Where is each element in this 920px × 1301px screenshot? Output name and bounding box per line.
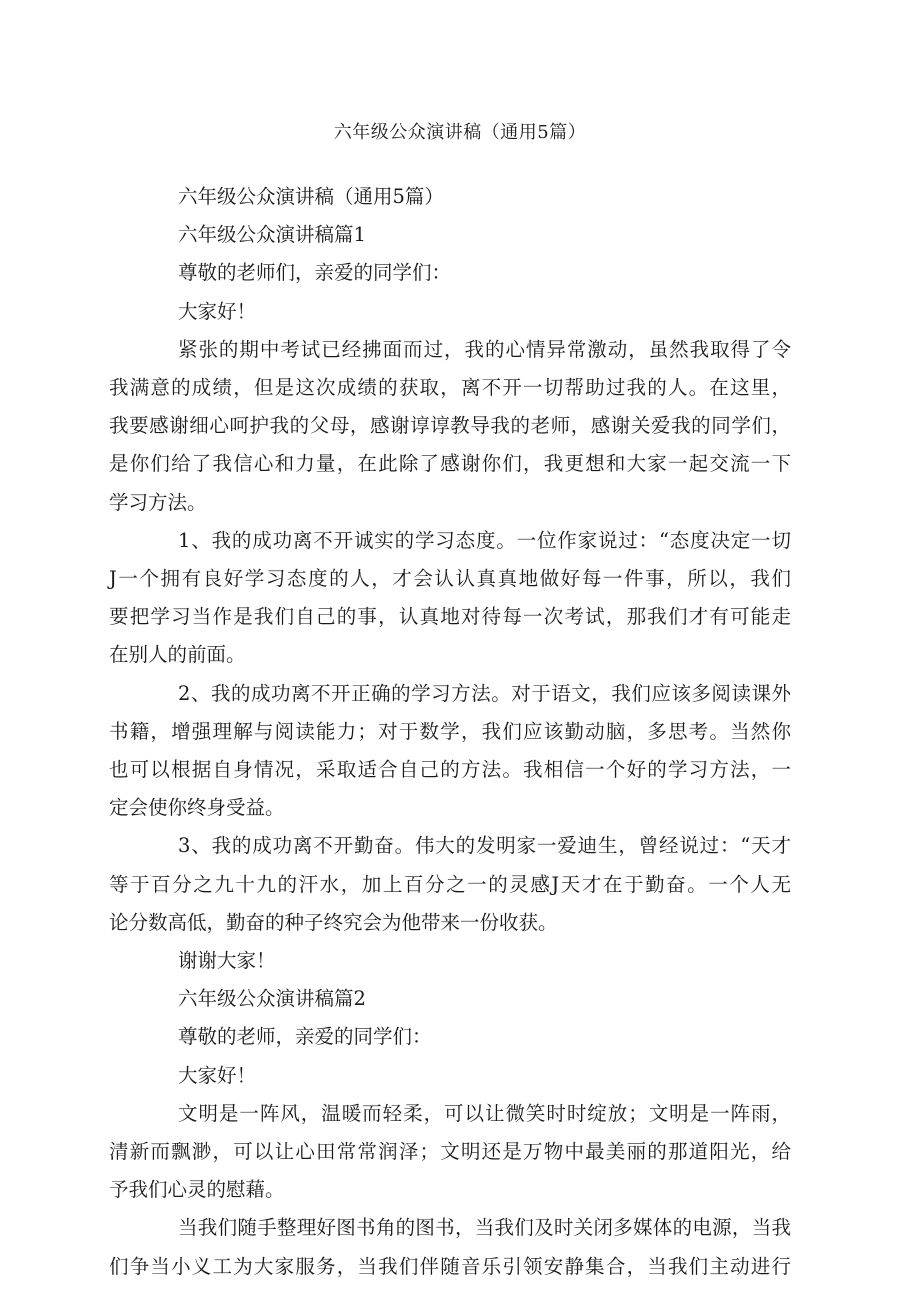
text-line: 予我们心灵的慰藉。 [109,1178,285,1202]
text-line: 在别人的前面。 [109,643,246,667]
text-line: 文明是一阵风，温暖而轻柔，可以让微笑时时绽放；文明是一阵雨， [178,1101,791,1125]
text-line: 尊敬的老师们，亲爱的同学们： [178,261,452,285]
text-line: 清新而飘渺，可以让心田常常润泽；文明还是万物中最美丽的那道阳光，给 [109,1140,791,1164]
text-line: 要把学习当作是我们自己的事，认真地对待每一次考试，那我们才有可能走 [109,605,791,629]
text-line: 谢谢大家！ [178,949,276,973]
text-line: 大家好！ [178,299,257,323]
text-line: 学习方法。 [109,490,207,514]
text-line: 2、我的成功离不开正确的学习方法。对于语文，我们应该多阅读课外 [178,681,791,705]
text-line: 六年级公众演讲稿篇2 [178,987,366,1011]
text-line: 六年级公众演讲稿（通用5篇） [178,185,444,208]
text-line: 我满意的成绩，但是这次成绩的获取，离不开一切帮助过我的人。在这里， [109,376,791,400]
text-line: 尊敬的老师，亲爱的同学们： [178,1025,432,1049]
text-line: J一个拥有良好学习态度的人，才会认认真真地做好每一件事，所以，我们 [109,567,791,591]
text-line: 3、我的成功离不开勤奋。伟大的发明家一爱迪生，曾经说过：“天才 [178,834,791,858]
text-line: 我要感谢细心呵护我的父母，感谢谆谆教导我的老师，感谢关爱我的同学们， [109,414,791,438]
text-line: 大家好！ [178,1063,257,1087]
text-line: 是你们给了我信心和力量，在此除了感谢你们，我更想和大家一起交流一下 [109,452,791,476]
document-body [109,178,791,1286]
text-line: 书籍，增强理解与阅读能力；对于数学，我们应该勤动脑，多思考。当然你 [109,719,791,743]
text-line: 等于百分之九十九的汗水，加上百分之一的灵感J天才在于勤奋。一个人无 [109,872,791,896]
text-line: 们争当小义工为大家服务，当我们伴随音乐引领安静集合，当我们主动进行 [109,1254,791,1278]
document-title: 六年级公众演讲稿（通用5篇） [333,122,587,143]
text-line: 也可以根据自身情况，采取适合自己的方法。我相信一个好的学习方法，一 [109,758,791,782]
text-line: 定会使你终身受益。 [109,796,285,820]
text-line: 1、我的成功离不开诚实的学习态度。一位作家说过：“态度决定一切 [178,528,791,552]
text-line: 六年级公众演讲稿篇1 [178,223,366,247]
text-line: 当我们随手整理好图书角的图书，当我们及时关闭多媒体的电源，当我 [178,1216,791,1240]
text-line: 紧张的期中考试已经拂面而过，我的心情异常激动，虽然我取得了令 [178,337,791,361]
text-line: 论分数高低，勤奋的种子终究会为他带来一份收获。 [109,910,558,934]
